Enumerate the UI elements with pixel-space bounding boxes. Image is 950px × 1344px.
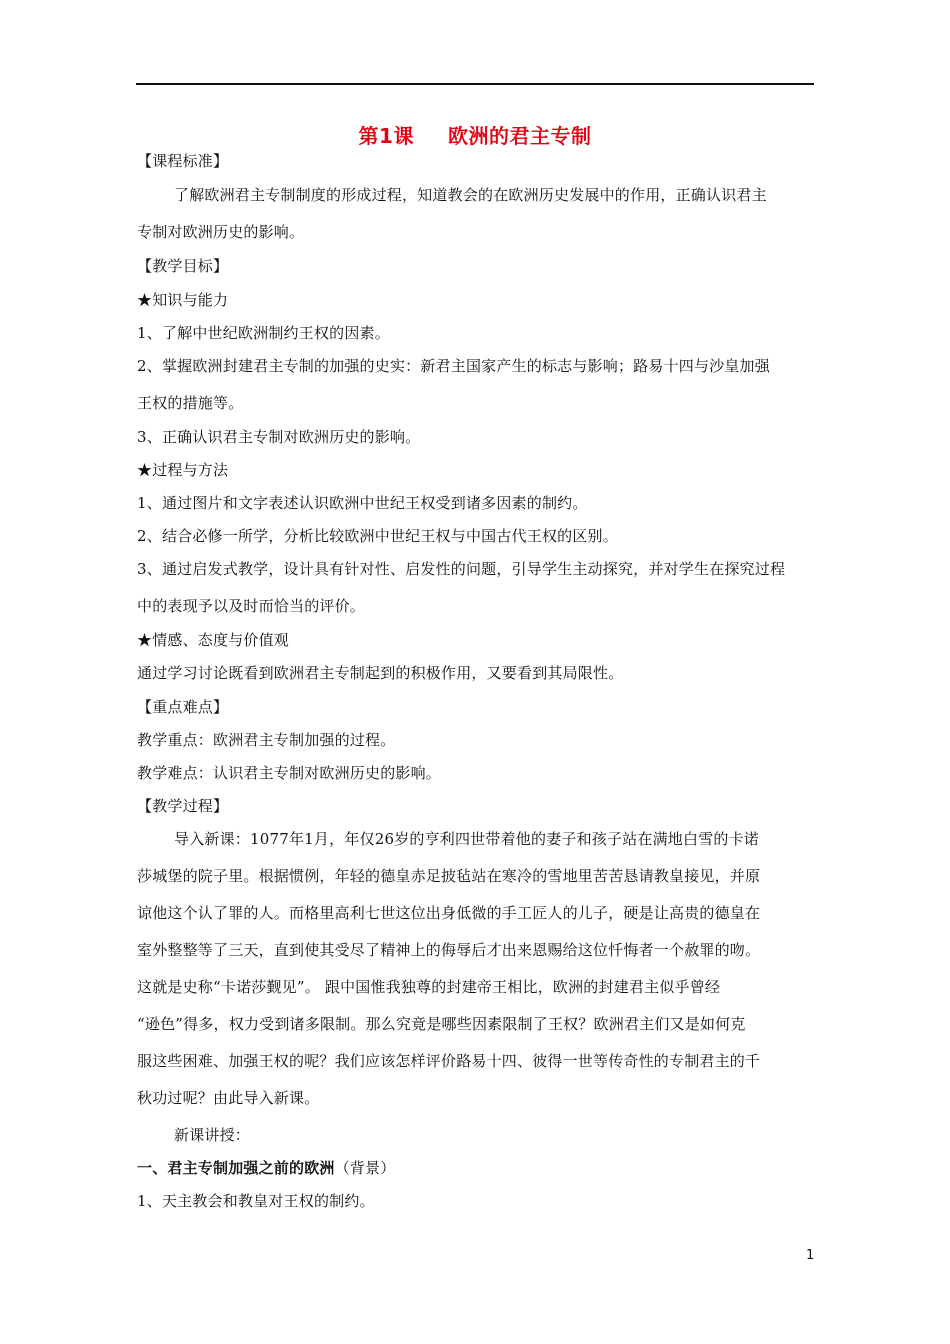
list-item: 1、天主教会和教皇对王权的制约。 xyxy=(137,1192,375,1210)
paragraph-line: 新课讲授： xyxy=(174,1126,251,1144)
lesson-title: 欧洲的君主专制 xyxy=(447,124,592,148)
section-heading-text: 一、君主专制加强之前的欧洲 xyxy=(137,1159,335,1177)
key-point-line: 教学重点：欧洲君主专制加强的过程。 xyxy=(137,731,396,749)
section-heading-curriculum-standard: 【课程标准】 xyxy=(137,152,229,170)
paragraph-line: 秋功过呢？由此导入新课。 xyxy=(137,1089,320,1107)
paragraph-line: 了解欧洲君主专制制度的形成过程，知道教会的在欧洲历史发展中的作用，正确认识君主 xyxy=(174,186,767,204)
list-item: 1、了解中世纪欧洲制约王权的因素。 xyxy=(137,324,390,342)
list-item-continued: 王权的措施等。 xyxy=(137,394,244,412)
paragraph-line: 莎城堡的院子里。根据惯例，年轻的德皇赤足披毡站在寒冷的雪地里苦苦恳请教皇接见，并原 xyxy=(137,867,761,885)
paragraph-line: 专制对欧洲历史的影响。 xyxy=(137,223,305,241)
subheading-knowledge-ability: ★知识与能力 xyxy=(137,291,229,309)
header-rule xyxy=(136,83,814,85)
list-item: 3、通过启发式教学，设计具有针对性、启发性的问题，引导学生主动探究，并对学生在探究过程 xyxy=(137,560,786,578)
paragraph-line: 这就是史称“卡诺莎觐见”。 跟中国惟我独尊的封建帝王相比，欧洲的封建君主似乎曾经 xyxy=(137,978,721,996)
list-item: 2、掌握欧洲封建君主专制的加强的史实：新君主国家产生的标志与影响；路易十四与沙皇加强 xyxy=(137,357,770,375)
paragraph-line: 谅他这个认了罪的人。而格里高利七世这位出身低微的手工匠人的儿子，硬是让高贵的德皇在 xyxy=(137,904,761,922)
paragraph-line: 导入新课：1077年1月，年仅26岁的亨利四世带着他的妻子和孩子站在满地白雪的卡诺 xyxy=(174,830,760,848)
subheading-process-method: ★过程与方法 xyxy=(137,461,229,479)
paragraph-line: 服这些困难、加强王权的呢？我们应该怎样评价路易十四、彼得一世等传奇性的专制君主的千 xyxy=(137,1052,761,1070)
section-heading-teaching-goals: 【教学目标】 xyxy=(137,257,229,275)
section-heading-note: （背景） xyxy=(334,1159,396,1177)
list-item: 2、结合必修一所学，分析比较欧洲中世纪王权与中国古代王权的区别。 xyxy=(137,527,618,545)
paragraph-line: “逊色”得多，权力受到诸多限制。那么究竟是哪些因素限制了王权？欧洲君主们又是如何克 xyxy=(137,1015,746,1033)
page-number: 1 xyxy=(806,1248,815,1263)
difficulty-line: 教学难点：认识君主专制对欧洲历史的影响。 xyxy=(137,764,442,782)
page-title xyxy=(0,122,950,150)
list-item: 3、正确认识君主专制对欧洲历史的影响。 xyxy=(137,428,421,446)
paragraph-line: 通过学习讨论既看到欧洲君主专制起到的积极作用，又要看到其局限性。 xyxy=(137,664,624,682)
section-heading-key-points: 【重点难点】 xyxy=(137,698,229,716)
lesson-number: 第1课 xyxy=(358,124,414,148)
list-item: 1、通过图片和文字表述认识欧洲中世纪王权受到诸多因素的制约。 xyxy=(137,494,588,512)
list-item-continued: 中的表现予以及时而恰当的评价。 xyxy=(137,597,366,615)
subheading-emotion-values: ★情感、态度与价值观 xyxy=(137,631,290,649)
section-heading-teaching-process: 【教学过程】 xyxy=(137,797,229,815)
section-heading-numbered xyxy=(137,1158,817,1178)
paragraph-line: 室外整整等了三天，直到使其受尽了精神上的侮辱后才出来恩赐给这位忏悔者一个赦罪的吻。 xyxy=(137,941,761,959)
